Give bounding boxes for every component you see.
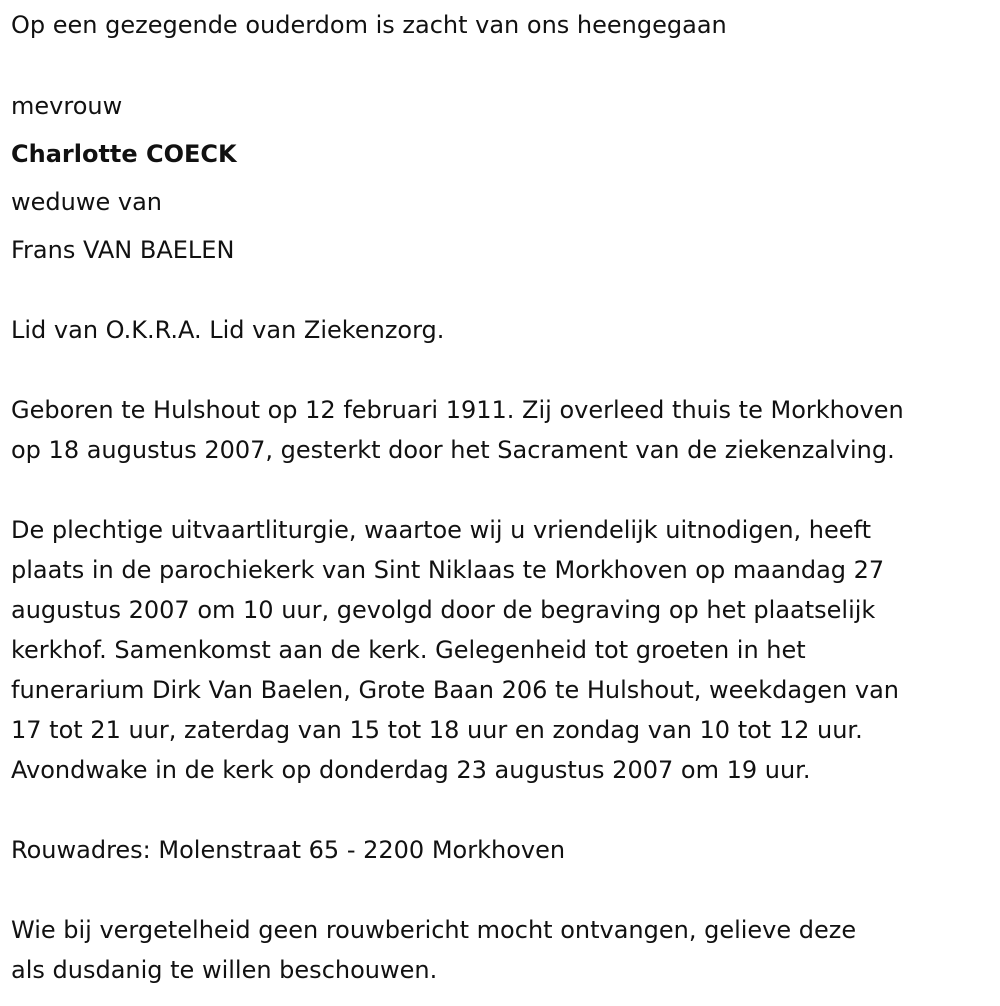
closing-line-2: als dusdanig te willen beschouwen. bbox=[11, 956, 438, 984]
funeral-line-1: De plechtige uitvaartliturgie, waartoe wij u vriendelijk uitnodigen, heeft bbox=[11, 516, 871, 544]
closing-line-1: Wie bij vergetelheid geen rouwbericht mocht ontvangen, gelieve deze bbox=[11, 916, 857, 944]
deceased-name: Charlotte COECK bbox=[11, 140, 237, 168]
memberships-text: Lid van O.K.R.A. Lid van Ziekenzorg. bbox=[11, 316, 445, 344]
relation-text: weduwe van bbox=[11, 188, 162, 216]
intro-text: Op een gezegende ouderdom is zacht van ons heengegaan bbox=[11, 11, 727, 39]
funeral-line-7: Avondwake in de kerk op donderdag 23 augustus 2007 om 19 uur. bbox=[11, 756, 811, 784]
funeral-line-2: plaats in de parochiekerk van Sint Niklaas te Morkhoven op maandag 27 bbox=[11, 556, 885, 584]
birth-death-line-1: Geboren te Hulshout op 12 februari 1911. Zij overleed thuis te Morkhoven bbox=[11, 396, 904, 424]
funeral-line-5: funerarium Dirk Van Baelen, Grote Baan 206 te Hulshout, weekdagen van bbox=[11, 676, 899, 704]
funeral-line-6: 17 tot 21 uur, zaterdag van 15 tot 18 uur en zondag van 10 tot 12 uur. bbox=[11, 716, 863, 744]
spouse-name: Frans VAN BAELEN bbox=[11, 236, 235, 264]
funeral-line-4: kerkhof. Samenkomst aan de kerk. Gelegenheid tot groeten in het bbox=[11, 636, 806, 664]
birth-death-line-2: op 18 augustus 2007, gesterkt door het Sacrament van de ziekenzalving. bbox=[11, 436, 895, 464]
funeral-line-3: augustus 2007 om 10 uur, gevolgd door de begraving op het plaatselijk bbox=[11, 596, 876, 624]
mourning-address: Rouwadres: Molenstraat 65 - 2200 Morkhoven bbox=[11, 836, 566, 864]
honorific: mevrouw bbox=[11, 92, 123, 120]
